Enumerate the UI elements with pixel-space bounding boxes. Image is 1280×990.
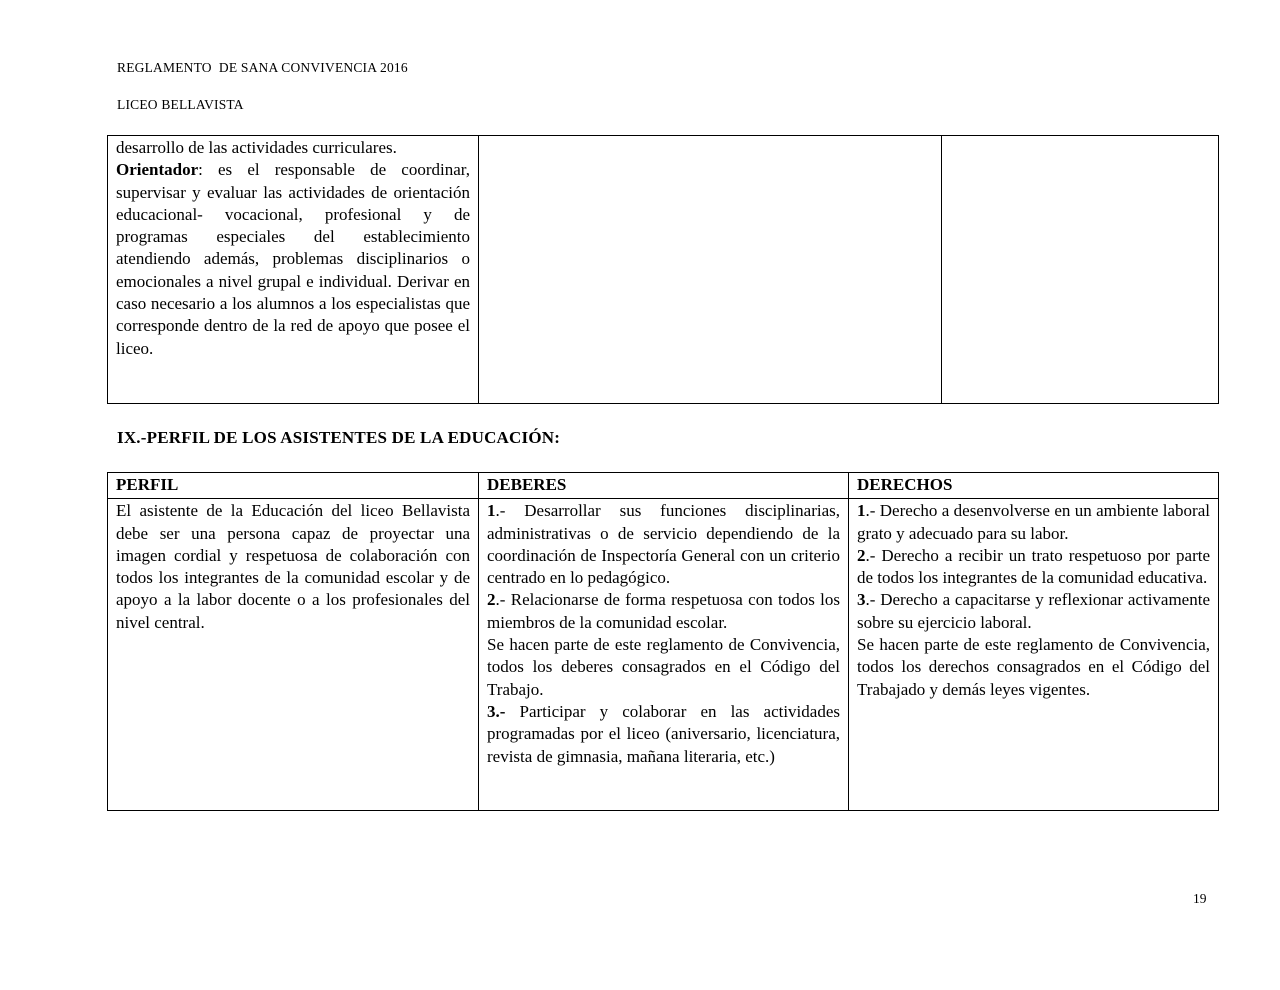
paragraph [116, 137, 470, 159]
document-header-subtitle: LICEO BELLAVISTA [117, 97, 244, 112]
table-body-row [108, 499, 1219, 811]
bold-lead: Orientador [116, 160, 199, 180]
bold-lead: 3 [857, 590, 866, 610]
paragraph [116, 500, 470, 634]
column-header-perfil: PERFIL [108, 473, 479, 499]
bold-lead: 2 [857, 545, 866, 565]
deberes-cell [479, 499, 849, 811]
paragraph-text: .- Derecho a capacitarse y reflexionar activamente sobre su ejercicio laboral. [857, 590, 1210, 632]
page-number: 19 [1193, 891, 1207, 906]
paragraph-text: .- Relacionarse de forma respetuosa con todos los miembros de la comunidad escolar. [487, 590, 840, 632]
paragraph [487, 634, 840, 701]
paragraph [487, 701, 840, 768]
table-header-row [108, 473, 1219, 499]
bold-lead: 1 [857, 501, 866, 521]
paragraph-text: El asistente de la Educación del liceo Bellavista debe ser una persona capaz de proyectar una imagen cordial y respetuosa de colaboración con todos los integrantes de la comunidad escolar y de apoyo a la labor docente o a los profesionales del nivel central. [116, 501, 470, 632]
column-header-deberes: DEBERES [479, 473, 849, 499]
paragraph-text: Se hacen parte de este reglamento de Convivencia, todos los deberes consagrados en el Código del Trabajo. [487, 635, 840, 699]
paragraph-text: .- Derecho a desenvolverse en un ambiente laboral grato y adecuado para su labor. [857, 501, 1210, 543]
section-heading: IX.-PERFIL DE LOS ASISTENTES DE LA EDUCACIÓN: [117, 428, 561, 447]
continuation-table [107, 135, 1219, 404]
paragraph-text: Se hacen parte de este reglamento de Convivencia, todos los derechos consagrados en el Código del Trabajado y demás leyes vigentes. [857, 635, 1210, 699]
bold-lead: 3.- [487, 701, 506, 721]
paragraph-text: .- Desarrollar sus funciones disciplinarias, administrativas o de servicio dependiendo de la coordinación de Inspectoría General con un criterio centrado en lo pedagógico. [487, 501, 840, 588]
paragraph [857, 589, 1210, 634]
bold-lead: 2 [487, 590, 496, 610]
paragraph [116, 159, 470, 360]
continuation-cell-text [108, 136, 479, 404]
paragraph [857, 634, 1210, 701]
paragraph-text: .- Derecho a recibir un trato respetuoso por parte de todos los integrantes de la comunidad educativa. [857, 545, 1210, 588]
paragraph-text: : es el responsable de coordinar, supervisar y evaluar las actividades de orientación educacional- vocacional, profesional y de programas especiales del establecimiento atendiendo además, problemas disciplinarios o emocionales a nivel grupal e individual. Derivar en caso necesario a los alumnos a los especialistas que corresponde dentro de la red de apoyo que posee el liceo. [116, 160, 470, 358]
document-header-title: REGLAMENTO DE SANA CONVIVENCIA 2016 [117, 60, 408, 75]
bold-lead: 1 [487, 501, 496, 521]
paragraph [487, 589, 840, 634]
paragraph [857, 500, 1210, 545]
continuation-cell-empty-right [942, 136, 1219, 404]
paragraph [487, 500, 840, 589]
profile-table [107, 472, 1219, 811]
paragraph-text: desarrollo de las actividades curriculares. [116, 138, 397, 157]
paragraph-text: Participar y colaborar en las actividades programadas por el liceo (aniversario, licenciatura, revista de gimnasia, mañana literaria, etc.) [487, 701, 840, 766]
table-row [108, 136, 1219, 404]
paragraph [857, 545, 1210, 590]
perfil-cell [108, 499, 479, 811]
continuation-cell-empty-middle [479, 136, 942, 404]
column-header-derechos: DERECHOS [849, 473, 1219, 499]
derechos-cell [849, 499, 1219, 811]
